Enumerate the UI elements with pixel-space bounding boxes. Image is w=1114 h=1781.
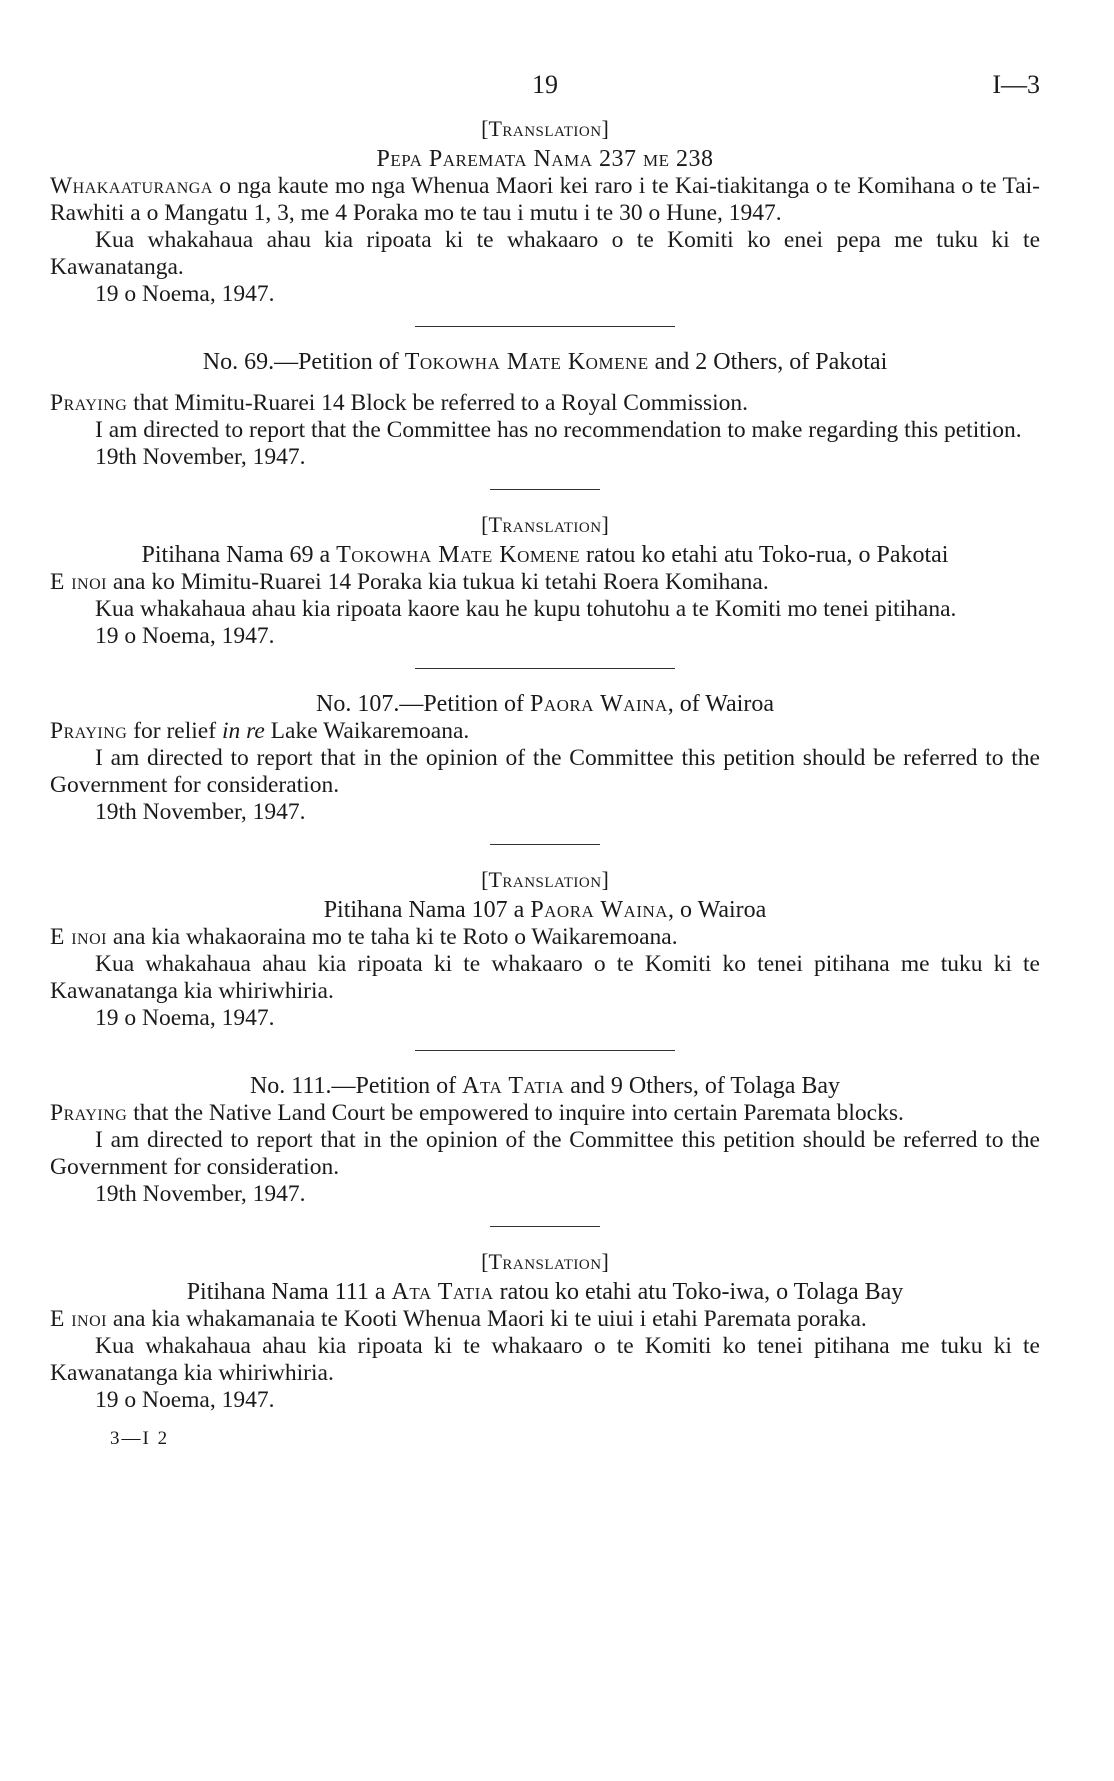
section-title: No. 111.—Petition of Ata Tatia and 9 Others, of Tolaga Bay <box>249 1073 841 1099</box>
paragraph: Praying that Mimitu-Ruarei 14 Block be referred to a Royal Commission. <box>50 390 749 416</box>
section-translation-69 <box>50 512 1040 650</box>
translation-label: [Translation] <box>481 867 609 892</box>
paragraph: Praying that the Native Land Court be empowered to inquire into certain Paremata blocks. <box>50 1100 904 1126</box>
date-line: 19 o Noema, 1947. <box>95 281 275 307</box>
paragraph: E inoi ana kia whakaoraina mo te taha ki te Roto o Waikaremoana. <box>50 924 678 950</box>
section-title: Pitihana Nama 107 a Paora Waina, o Wairoa <box>323 897 767 923</box>
page-number: 19 <box>532 70 558 99</box>
translation-label: [Translation] <box>481 512 609 537</box>
date-line: 19th November, 1947. <box>95 444 306 470</box>
paragraph: I am directed to report that in the opinion of the Committee this petition should be referred to the Government for consideration. <box>50 1127 1040 1180</box>
paragraph: Kua whakahaua ahau kia ripoata ki te whakaaro o te Komiti ko tenei pitihana me tuku ki te Kawanatanga kia whiriwhiria. <box>50 951 1040 1004</box>
paragraph: E inoi ana kia whakamanaia te Kooti Whenua Maori ki te uiui i etahi Paremata poraka. <box>50 1306 867 1332</box>
document-page <box>50 70 1040 1450</box>
paragraph: Kua whakahaua ahau kia ripoata kaore kau he kupu tohutohu a te Komiti mo tenei pitihana. <box>95 596 957 622</box>
section-petition-69 <box>50 349 1040 471</box>
divider <box>490 489 600 490</box>
paragraph: E inoi ana ko Mimitu-Ruarei 14 Poraka kia tukua ki tetahi Roera Komihana. <box>50 569 769 595</box>
divider <box>415 668 675 669</box>
section-petition-107 <box>50 691 1040 826</box>
paragraph: Whakaaturanga o nga kaute mo nga Whenua Maori kei raro i te Kai-tiakitanga o te Komihana o te Tai-Rawhiti a o Mangatu 1, 3, me 4 Poraka mo te tau i mutu i te 30 o Hune, 1947. <box>50 173 1040 226</box>
paragraph: I am directed to report that the Committee has no recommendation to make regarding this petition. <box>95 417 1022 443</box>
section-translation-111 <box>50 1249 1040 1414</box>
date-line: 19 o Noema, 1947. <box>95 1005 275 1031</box>
divider <box>415 326 675 327</box>
section-title: No. 69.—Petition of Tokowha Mate Komene and 2 Others, of Pakotai <box>202 349 888 375</box>
date-line: 19th November, 1947. <box>95 1181 306 1207</box>
divider <box>415 1050 675 1051</box>
section-title: Pepa Paremata Nama 237 me 238 <box>376 146 714 172</box>
date-line: 19th November, 1947. <box>95 799 306 825</box>
section-title: Pitihana Nama 111 a Ata Tatia ratou ko etahi atu Toko-iwa, o Tolaga Bay <box>186 1279 904 1305</box>
page-reference: I—3 <box>992 70 1040 99</box>
date-line: 19 o Noema, 1947. <box>95 623 275 649</box>
section-petition-111 <box>50 1073 1040 1208</box>
date-line: 19 o Noema, 1947. <box>95 1387 275 1413</box>
divider <box>490 844 600 845</box>
section-title: Pitihana Nama 69 a Tokowha Mate Komene ratou ko etahi atu Toko-rua, o Pakotai <box>141 542 949 568</box>
page-header <box>50 70 1040 110</box>
divider <box>490 1226 600 1227</box>
paragraph: Kua whakahaua ahau kia ripoata ki te whakaaro o te Komiti ko tenei pitihana me tuku ki te Kawanatanga kia whiriwhiria. <box>50 1333 1040 1386</box>
paragraph: I am directed to report that in the opinion of the Committee this petition should be referred to the Government for consideration. <box>50 745 1040 798</box>
section-translation-107 <box>50 867 1040 1032</box>
paragraph: Kua whakahaua ahau kia ripoata ki te whakaaro o te Komiti ko enei pepa me tuku ki te Kawanatanga. <box>50 227 1040 280</box>
printer-signature: 3—I 2 <box>110 1428 170 1449</box>
translation-label: [Translation] <box>481 1249 609 1274</box>
section-translation-237-238 <box>50 116 1040 308</box>
paragraph: Praying for relief in re Lake Waikaremoana. <box>50 718 470 744</box>
translation-label: [Translation] <box>481 116 609 141</box>
section-title: No. 107.—Petition of Paora Waina, of Wairoa <box>316 691 774 717</box>
